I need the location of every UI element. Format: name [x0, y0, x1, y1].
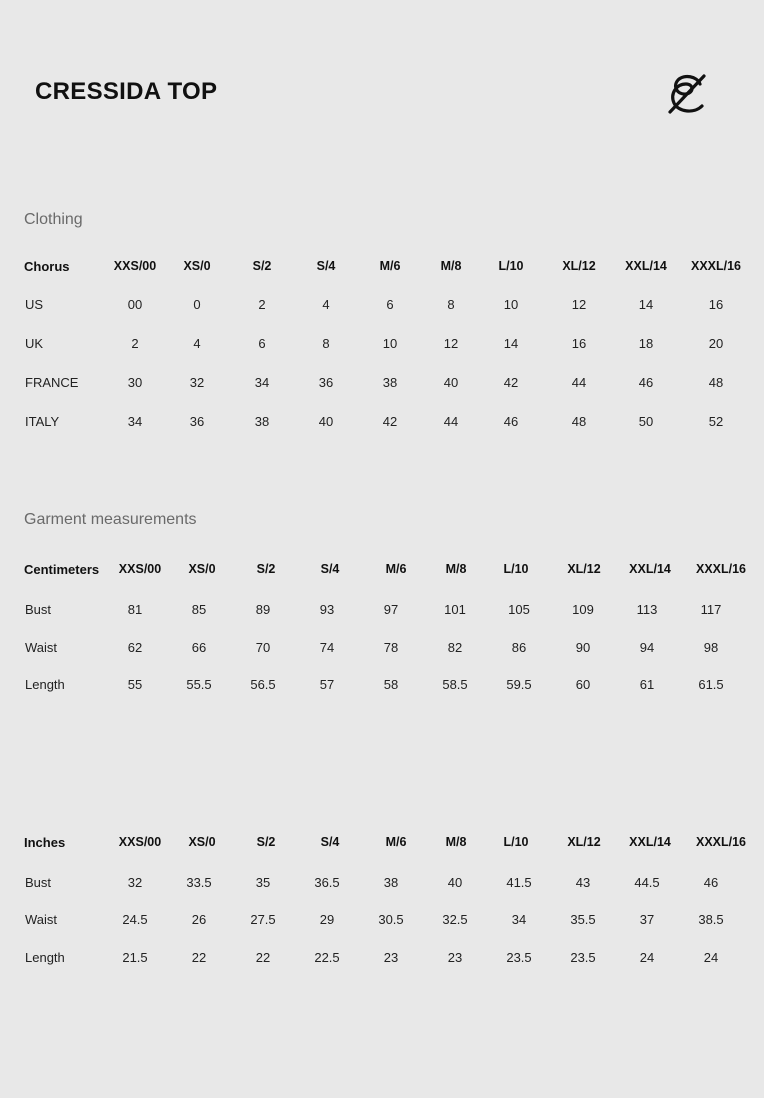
cm-cell: 101	[444, 602, 466, 617]
in-cell: 23	[383, 950, 399, 965]
in-cell: 22.5	[314, 950, 340, 965]
cm-size-header: S/4	[320, 562, 340, 576]
clothing-cell: 6	[386, 297, 394, 312]
clothing-cell: 48	[571, 414, 587, 429]
clothing-cell: 0	[193, 297, 201, 312]
in-cell: 40	[447, 875, 463, 890]
in-cell: 23.5	[506, 950, 532, 965]
cm-cell: 58.5	[442, 677, 468, 692]
in-cell: 35.5	[570, 912, 596, 927]
clothing-size-header: M/6	[379, 259, 401, 273]
cm-size-header: S/2	[256, 562, 276, 576]
cm-size-header: XL/12	[567, 562, 601, 576]
cm-size-header: XS/0	[188, 562, 216, 576]
in-cell: 34	[511, 912, 527, 927]
cm-row-label: Bust	[25, 602, 52, 617]
clothing-cell: 10	[382, 336, 398, 351]
in-cell: 22	[191, 950, 207, 965]
clothing-cell: 42	[382, 414, 398, 429]
in-row-label: Waist	[25, 912, 58, 927]
cm-cell: 62	[127, 640, 143, 655]
cm-cell: 78	[383, 640, 399, 655]
garment-section-title: Garment measurements	[24, 511, 197, 528]
clothing-cell: 14	[503, 336, 519, 351]
cm-cell: 90	[575, 640, 591, 655]
clothing-cell: 20	[708, 336, 724, 351]
cm-cell: 74	[319, 640, 335, 655]
cm-row-label: Length	[25, 677, 65, 692]
cm-cell: 56.5	[250, 677, 276, 692]
in-cell: 43	[575, 875, 591, 890]
cm-cell: 98	[703, 640, 719, 655]
clothing-size-header: XL/12	[562, 259, 596, 273]
clothing-cell: 52	[708, 414, 724, 429]
clothing-cell: 50	[638, 414, 654, 429]
in-cell: 33.5	[186, 875, 212, 890]
clothing-cell: 42	[503, 375, 519, 390]
clothing-section-title: Clothing	[24, 211, 83, 228]
clothing-cell: 10	[503, 297, 519, 312]
clothing-cell: 14	[638, 297, 654, 312]
clothing-size-header: M/8	[440, 259, 462, 273]
cm-cell: 97	[383, 602, 399, 617]
cm-cell: 61	[639, 677, 655, 692]
clothing-size-header: XS/0	[183, 259, 211, 273]
in-size-header: XXXL/16	[695, 835, 747, 849]
cm-cell: 66	[191, 640, 207, 655]
in-size-header: S/4	[320, 835, 340, 849]
in-cell: 26	[191, 912, 207, 927]
in-cell: 24	[703, 950, 719, 965]
in-cell: 22	[255, 950, 271, 965]
in-cell: 23.5	[570, 950, 596, 965]
in-cell: 24.5	[122, 912, 148, 927]
in-size-header: M/8	[445, 835, 467, 849]
clothing-size-header: XXS/00	[113, 259, 157, 273]
page-title: CRESSIDA TOP	[35, 78, 218, 105]
in-size-header: XS/0	[188, 835, 216, 849]
clothing-size-header: S/2	[252, 259, 272, 273]
clothing-cell: 16	[571, 336, 587, 351]
cm-cell: 86	[511, 640, 527, 655]
clothing-cell: 36	[189, 414, 205, 429]
cm-cell: 89	[255, 602, 271, 617]
clothing-cell: 38	[382, 375, 398, 390]
cm-cell: 105	[508, 602, 530, 617]
cm-cell: 113	[636, 602, 658, 617]
clothing-cell: 46	[503, 414, 519, 429]
clothing-cell: 8	[447, 297, 455, 312]
cm-cell: 58	[383, 677, 399, 692]
clothing-size-header: XXXL/16	[690, 259, 742, 273]
clothing-cell: 12	[443, 336, 459, 351]
cm-cell: 61.5	[698, 677, 724, 692]
clothing-cell: 16	[708, 297, 724, 312]
cm-size-header: XXS/00	[118, 562, 162, 576]
clothing-size-header: L/10	[498, 259, 524, 273]
clothing-cell: 30	[127, 375, 143, 390]
in-size-header: M/6	[385, 835, 407, 849]
clothing-cell: 4	[193, 336, 201, 351]
in-cell: 21.5	[122, 950, 148, 965]
clothing-row-label: UK	[25, 336, 44, 351]
cm-size-header: XXXL/16	[695, 562, 747, 576]
clothing-cell: 4	[322, 297, 330, 312]
in-cell: 36.5	[314, 875, 340, 890]
in-cell: 37	[639, 912, 655, 927]
in-cell: 32	[127, 875, 143, 890]
clothing-cell: 6	[258, 336, 266, 351]
in-row-label: Length	[25, 950, 65, 965]
cm-cell: 55	[127, 677, 143, 692]
clothing-cell: 38	[254, 414, 270, 429]
in-row-label: Bust	[25, 875, 52, 890]
cm-size-header: M/8	[445, 562, 467, 576]
clothing-cell: 48	[708, 375, 724, 390]
in-cell: 27.5	[250, 912, 276, 927]
clothing-cell: 12	[571, 297, 587, 312]
in-cell: 35	[255, 875, 271, 890]
clothing-row-label: FRANCE	[25, 375, 79, 390]
cm-cell: 93	[319, 602, 335, 617]
in-cell: 23	[447, 950, 463, 965]
clothing-cell: 40	[318, 414, 334, 429]
in-cell: 38.5	[698, 912, 724, 927]
cm-size-header: L/10	[503, 562, 529, 576]
in-cell: 32.5	[442, 912, 468, 927]
cm-cell: 117	[700, 602, 722, 617]
cm-row-label: Waist	[25, 640, 58, 655]
clothing-size-header: XXL/14	[625, 259, 667, 273]
cm-size-header: M/6	[385, 562, 407, 576]
in-size-header: XXS/00	[118, 835, 162, 849]
clothing-cell: 2	[258, 297, 266, 312]
in-size-header: XXL/14	[629, 835, 671, 849]
cm-cell: 55.5	[186, 677, 212, 692]
in-size-header: XL/12	[567, 835, 601, 849]
in-size-header: L/10	[503, 835, 529, 849]
in-cell: 24	[639, 950, 655, 965]
chorus-c-logo-icon	[664, 70, 710, 118]
in-cell: 41.5	[506, 875, 532, 890]
cm-cell: 82	[447, 640, 463, 655]
clothing-cell: 34	[254, 375, 270, 390]
clothing-header-label: Chorus	[24, 259, 70, 274]
in-size-header: S/2	[256, 835, 276, 849]
in-cell: 29	[319, 912, 335, 927]
clothing-cell: 36	[318, 375, 334, 390]
clothing-cell: 40	[443, 375, 459, 390]
clothing-cell: 32	[189, 375, 205, 390]
in-cell: 30.5	[378, 912, 404, 927]
cm-cell: 57	[319, 677, 335, 692]
in-header-label: Inches	[24, 835, 66, 850]
cm-cell: 85	[191, 602, 207, 617]
clothing-row-label: US	[25, 297, 44, 312]
in-cell: 46	[703, 875, 719, 890]
cm-size-header: XXL/14	[629, 562, 671, 576]
clothing-row-label: ITALY	[25, 414, 60, 429]
cm-header-label: Centimeters	[24, 562, 100, 577]
cm-cell: 81	[127, 602, 143, 617]
clothing-cell: 46	[638, 375, 654, 390]
clothing-cell: 44	[443, 414, 459, 429]
clothing-cell: 44	[571, 375, 587, 390]
cm-cell: 94	[639, 640, 655, 655]
in-cell: 44.5	[634, 875, 660, 890]
clothing-cell: 34	[127, 414, 143, 429]
in-cell: 38	[383, 875, 399, 890]
cm-cell: 70	[255, 640, 271, 655]
clothing-cell: 00	[127, 297, 143, 312]
cm-cell: 109	[572, 602, 594, 617]
cm-cell: 60	[575, 677, 591, 692]
clothing-cell: 2	[131, 336, 139, 351]
clothing-cell: 18	[638, 336, 654, 351]
clothing-cell: 8	[322, 336, 330, 351]
clothing-size-header: S/4	[316, 259, 336, 273]
cm-cell: 59.5	[506, 677, 532, 692]
